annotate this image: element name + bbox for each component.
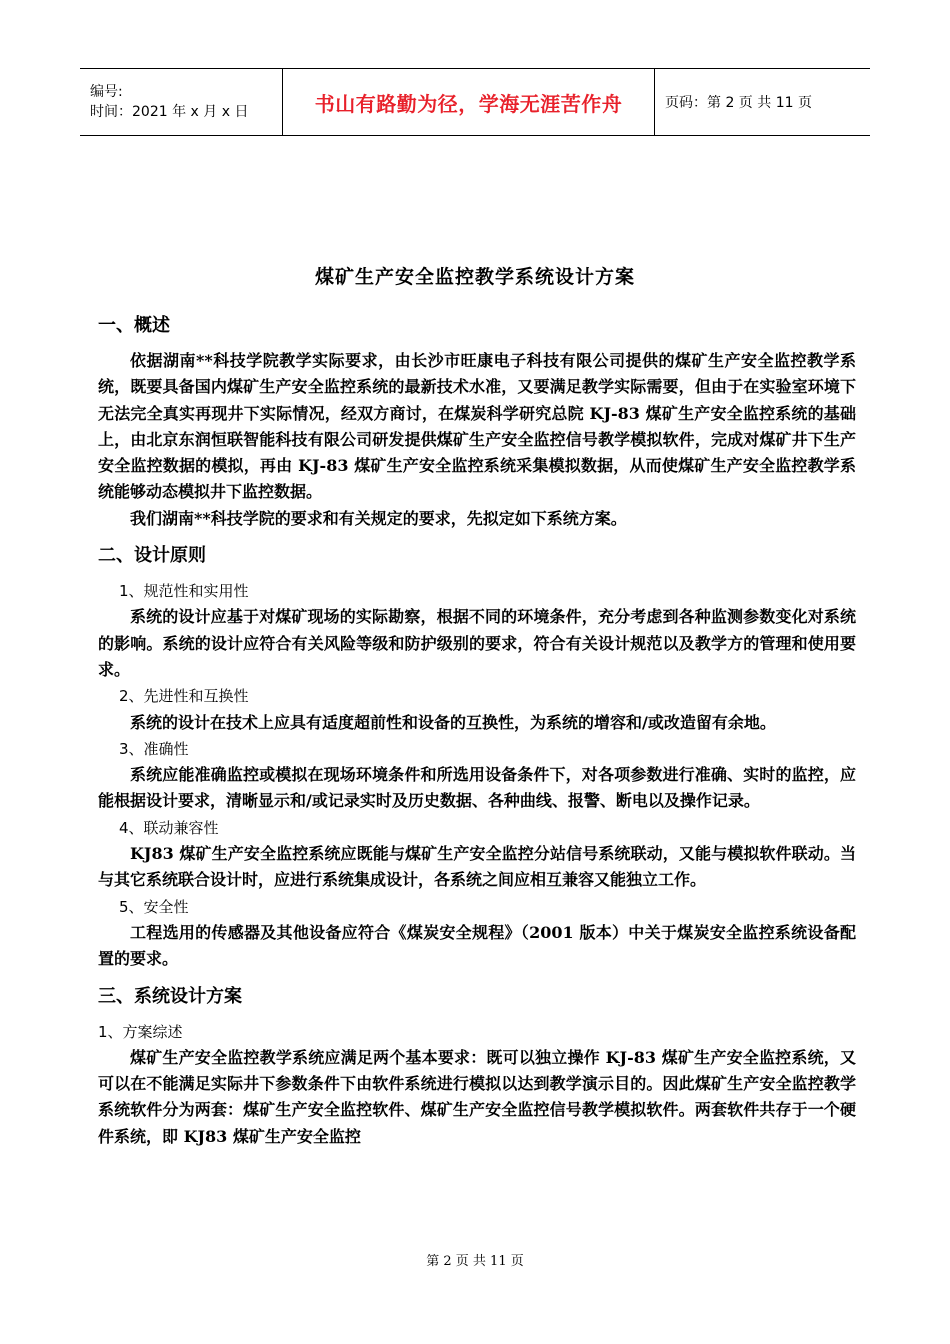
document-time-label: 时间：2021 年 x 月 x 日: [90, 104, 249, 120]
header-page-code: 页码：第 2 页 共 11 页: [665, 95, 812, 111]
principle-title-1: 1、规范性和实用性: [119, 582, 249, 601]
principle-text-3: 系统应能准确监控或模拟在现场环境条件和所选用设备条件下，对各项参数进行准确、实时的监控，应能根据设计要求，清晰显示和/或记录实时及历史数据、各种曲线、报警、断电以及操作记录。: [98, 765, 856, 811]
principle-title-4: 4、联动兼容性: [119, 818, 219, 837]
header-motto: 书山有路勤为径，学海无涯苦作舟: [314, 91, 623, 116]
document-header: [80, 68, 870, 136]
header-motto-cell: [283, 69, 655, 135]
section-heading-principles: 二、设计原则: [98, 545, 206, 567]
principle-text-2: 系统的设计在技术上应具有适度超前性和设备的互换性，为系统的增容和/或改造留有余地。: [130, 712, 776, 732]
section-heading-design: 三、系统设计方案: [98, 985, 242, 1007]
document-body: [98, 312, 856, 1150]
header-page-code-cell: [655, 69, 870, 135]
overview-paragraph-2: 我们湖南**科技学院的要求和有关规定的要求，先拟定如下系统方案。: [130, 508, 627, 528]
design-subheading-1: 1、方案综述: [98, 1022, 183, 1041]
principle-title-5: 5、安全性: [119, 897, 189, 916]
design-paragraph-1: 煤矿生产安全监控教学系统应满足两个基本要求：既可以独立操作 KJ-83 煤矿生产安全监控系统，又可以在不能满足实际井下参数条件下由软件系统进行模拟以达到教学演示目的。因此煤矿生产安全监控教学系统软件分为两套：煤矿生产安全监控软件、煤矿生产安全监控信号教学模拟软件。两套软件共存于一个硬件系统，即 KJ83 煤矿生产安全监控: [98, 1047, 856, 1146]
header-meta: [80, 69, 283, 135]
overview-paragraph-1: 依据湖南**科技学院教学实际要求，由长沙市旺康电子科技有限公司提供的煤矿生产安全监控教学系统，既要具备国内煤矿生产安全监控系统的最新技术水准，又要满足教学实际需要，但由于在实验室环境下无法完全真实再现井下实际情况，经双方商讨，在煤炭科学研究总院 KJ-83 煤矿生产安全监控系统的基础上，由北京东润恒联智能科技有限公司研发提供煤矿生产安全监控信号教学模拟软件，完成对煤矿井下生产安全监控数据的模拟，再由 KJ-83 煤矿生产安全监控系统采集模拟数据，从而使煤矿生产安全监控教学系统能够动态模拟井下监控数据。: [98, 351, 856, 502]
principle-title-2: 2、先进性和互换性: [119, 687, 249, 706]
document-number-label: 编号:: [90, 84, 123, 100]
principle-title-3: 3、准确性: [119, 739, 189, 758]
principle-text-4: KJ83 煤矿生产安全监控系统应既能与煤矿生产安全监控分站信号系统联动，又能与模拟软件联动。当与其它系统联合设计时，应进行系统集成设计，各系统之间应相互兼容又能独立工作。: [98, 844, 856, 890]
document-title: 煤矿生产安全监控教学系统设计方案: [314, 266, 635, 288]
principle-text-1: 系统的设计应基于对煤矿现场的实际勘察，根据不同的环境条件，充分考虑到各种监测参数变化对系统的影响。系统的设计应符合有关风险等级和防护级别的要求，符合有关设计规范以及教学方的管理和使用要求。: [98, 607, 856, 679]
page-footer: 第 2 页 共 11 页: [426, 1254, 524, 1269]
section-heading-overview: 一、概述: [98, 315, 170, 336]
principle-text-5: 工程选用的传感器及其他设备应符合《煤炭安全规程》（2001 版本）中关于煤炭安全监控系统设备配置的要求。: [98, 922, 856, 969]
